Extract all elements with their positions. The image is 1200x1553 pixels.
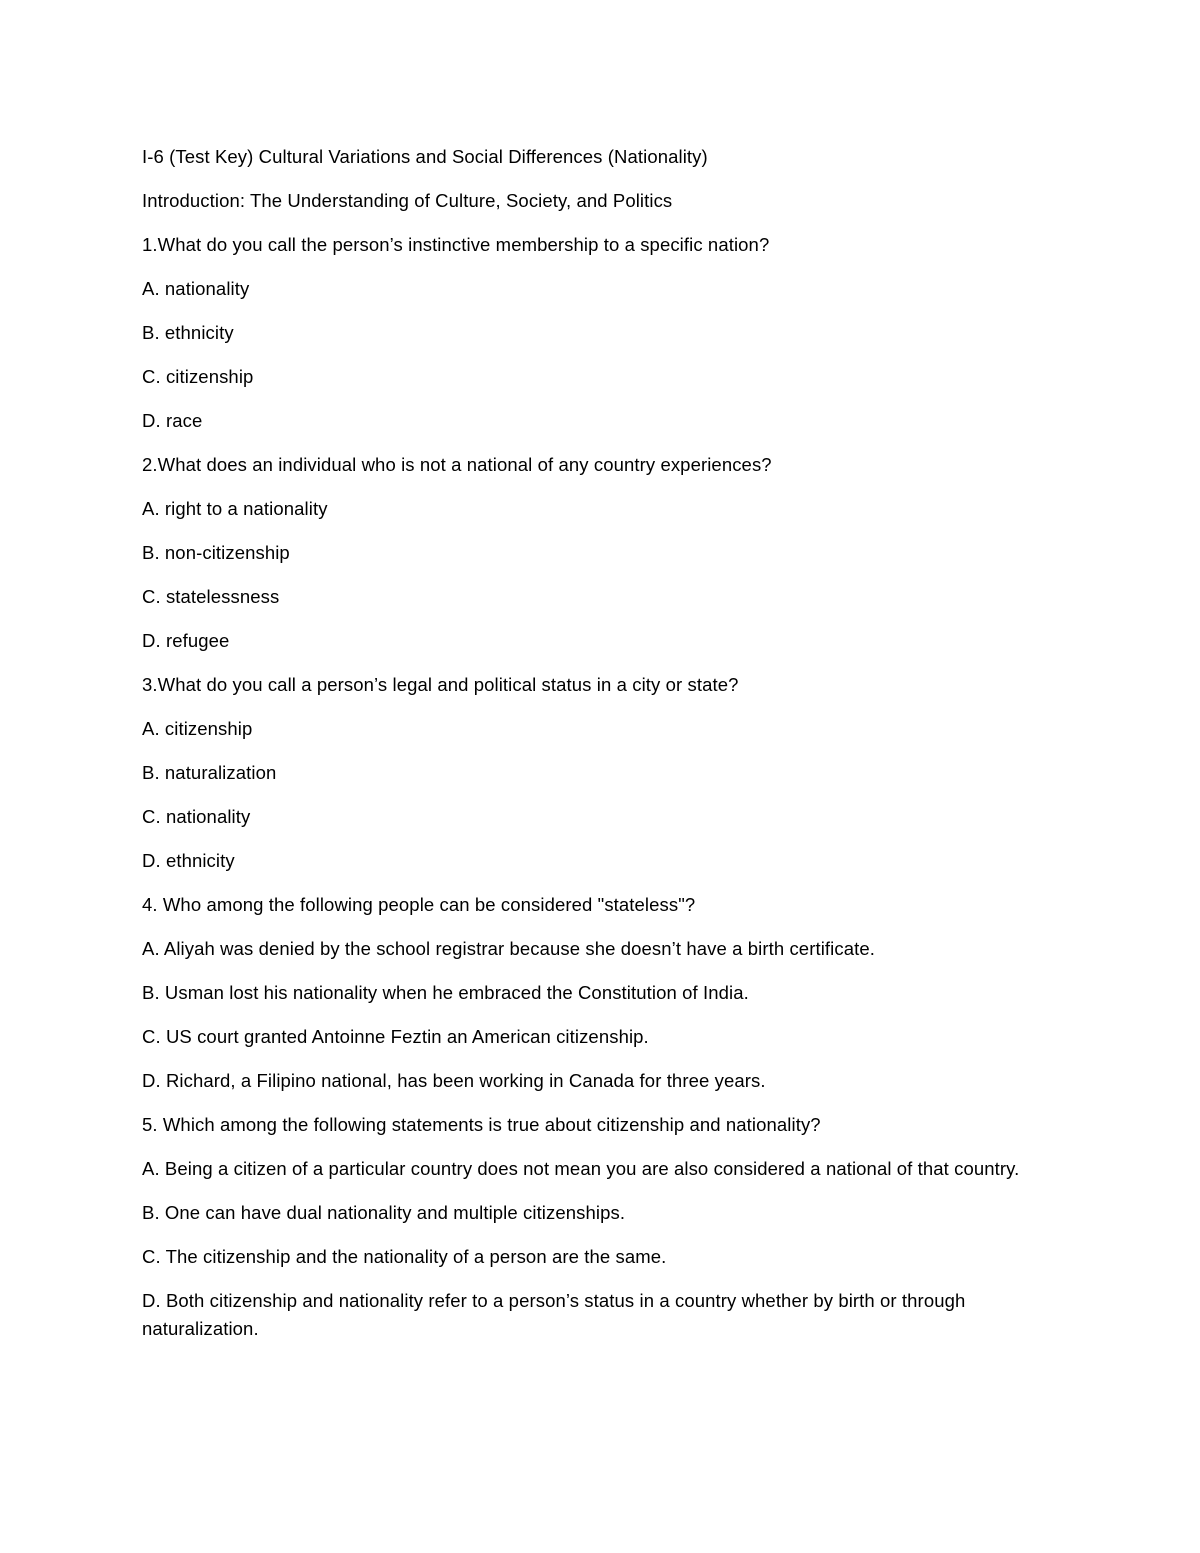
question-2: 2.What does an individual who is not a national of any country experiences? [142,454,772,475]
question-3-option-a: A. citizenship [142,718,253,739]
question-3: 3.What do you call a person’s legal and political status in a city or state? [142,674,739,695]
question-3-option-d: D. ethnicity [142,850,235,871]
document-intro: Introduction: The Understanding of Culture, Society, and Politics [142,190,673,211]
question-2-option-b: B. non-citizenship [142,542,290,563]
document-title: I-6 (Test Key) Cultural Variations and Social Differences (Nationality) [142,146,708,167]
question-5-option-b: B. One can have dual nationality and multiple citizenships. [142,1202,626,1223]
question-5-option-d: D. Both citizenship and nationality refer to a person’s status in a country whether by birth or through naturalization. [142,1290,966,1339]
question-4: 4. Who among the following people can be considered "stateless"? [142,894,696,915]
question-4-option-a: A. Aliyah was denied by the school registrar because she doesn’t have a birth certificate. [142,938,875,959]
document-body [142,143,1042,1359]
question-1-option-a: A. nationality [142,278,250,299]
question-1-option-c: C. citizenship [142,366,254,387]
question-2-option-d: D. refugee [142,630,230,651]
question-5-option-c: C. The citizenship and the nationality of a person are the same. [142,1246,667,1267]
question-1-option-b: B. ethnicity [142,322,234,343]
question-4-option-c: C. US court granted Antoinne Feztin an American citizenship. [142,1026,649,1047]
question-3-option-c: C. nationality [142,806,251,827]
question-1: 1.What do you call the person’s instinctive membership to a specific nation? [142,234,770,255]
question-5: 5. Which among the following statements is true about citizenship and nationality? [142,1114,821,1135]
question-2-option-c: C. statelessness [142,586,280,607]
question-4-option-d: D. Richard, a Filipino national, has been working in Canada for three years. [142,1070,766,1091]
question-2-option-a: A. right to a nationality [142,498,328,519]
question-1-option-d: D. race [142,410,203,431]
question-4-option-b: B. Usman lost his nationality when he embraced the Constitution of India. [142,982,749,1003]
question-5-option-a: A. Being a citizen of a particular country does not mean you are also considered a national of that country. [142,1158,1020,1179]
question-3-option-b: B. naturalization [142,762,277,783]
